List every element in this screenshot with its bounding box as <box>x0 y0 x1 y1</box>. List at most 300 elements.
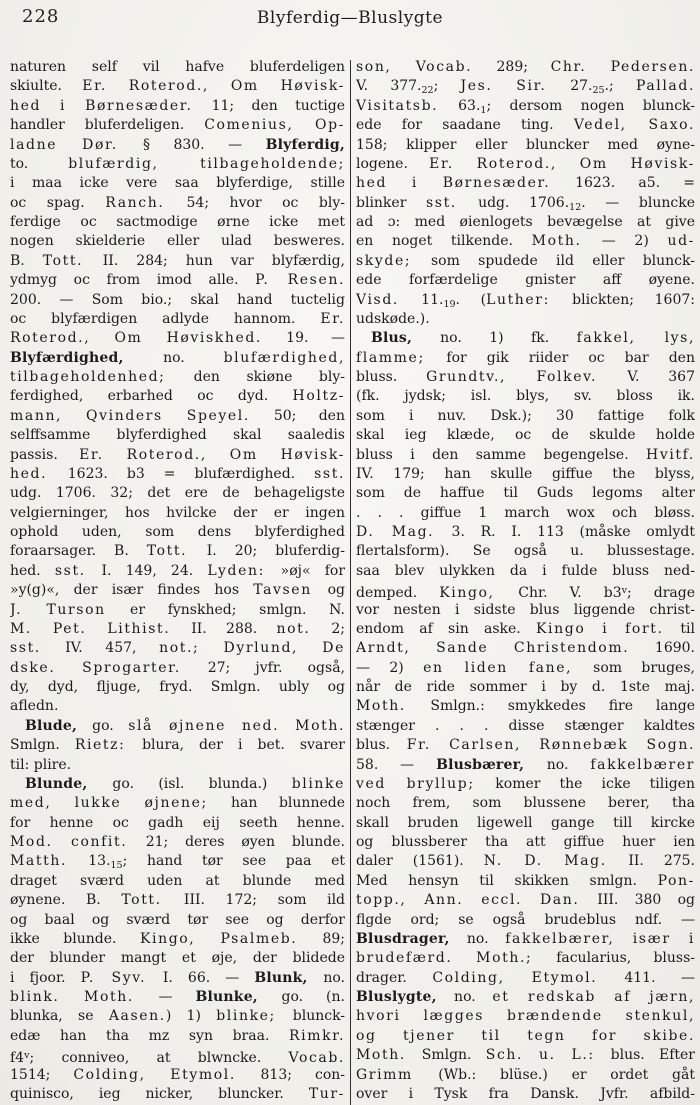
text-line <box>10 1007 345 1026</box>
text-segment: som spudede ild eller blunck- <box>431 252 695 269</box>
text-segment: noch frem, som blussene berer, tha <box>356 795 695 812</box>
text-segment: oc spag. <box>10 194 106 211</box>
text-line <box>10 174 345 193</box>
text-line <box>10 697 345 716</box>
text-segment: slå øjnene ned. Moth. <box>128 717 345 734</box>
text-segment: ; dersom nogen blunck- <box>486 97 695 114</box>
text-segment: Blunke, <box>195 989 282 1005</box>
text-line <box>356 756 695 775</box>
text-line <box>10 678 345 697</box>
text-segment: N. D. Mag. <box>483 853 629 870</box>
text-segment: ud- <box>667 233 695 250</box>
text-segment: Dyrlund, De <box>223 640 345 657</box>
text-segment: Kingo, Psalmeb. <box>139 930 323 947</box>
text-segment: . — bluncke <box>581 194 695 211</box>
text-segment: 289; <box>496 59 551 75</box>
text-line <box>356 852 695 871</box>
text-segment: hvori lægges brændende stenkul, <box>356 1008 695 1025</box>
text-line <box>10 756 345 775</box>
text-segment: 19 <box>443 298 456 310</box>
text-segment: Colding, Etymol. <box>73 1066 261 1083</box>
text-line <box>356 232 695 251</box>
text-segment: Smlgn. <box>10 737 75 754</box>
text-segment: no. <box>323 969 345 986</box>
text-segment: Er. Roterod., Om Høvisk- <box>82 78 345 95</box>
text-segment: Hvitf. <box>646 446 695 463</box>
text-line <box>356 116 695 135</box>
text-segment: topp., Ann. eccl. Dan. <box>356 892 598 909</box>
text-line <box>356 1027 695 1046</box>
text-segment: J. Turson <box>10 601 131 618</box>
text-segment: .; <box>604 78 636 95</box>
text-segment: som de haffue til Guds legoms alter <box>356 485 695 502</box>
text-segment: P. Resen. <box>255 272 345 289</box>
text-segment: bluss i den samme begengelse. <box>356 446 647 463</box>
text-segment: ; <box>433 78 461 95</box>
text-segment: V. 377. <box>356 78 422 95</box>
text-line <box>356 601 695 620</box>
text-segment: flertalsform). Se også u. blussestage. <box>356 543 695 560</box>
text-line <box>356 446 695 465</box>
text-segment: son, Vocab. <box>356 59 497 75</box>
text-segment: Fr. Carlsen, Rønnebæk Sogn. <box>406 737 695 754</box>
text-line <box>10 988 345 1007</box>
text-segment: Blude, <box>25 717 93 734</box>
text-line <box>10 852 345 871</box>
text-segment: Blusbærer, <box>436 756 547 773</box>
text-segment: . . . giffue 1 march wox och bløss. <box>356 504 695 521</box>
text-line <box>10 639 345 658</box>
text-segment: ved bryllup; <box>356 775 496 792</box>
text-line <box>356 97 695 116</box>
text-line <box>10 736 345 755</box>
text-segment: blunka, se <box>10 1008 109 1025</box>
text-segment: som bruges, <box>593 659 695 676</box>
text-segment: Vedel, Saxo. <box>573 117 695 134</box>
text-segment: 158; klipper eller bluncker med øyne- <box>356 136 695 153</box>
text-line <box>356 77 695 96</box>
text-line <box>356 620 695 639</box>
text-line <box>10 794 345 813</box>
text-line <box>10 484 345 503</box>
text-segment: over i Tysk fra Dansk. Jvfr. afbild- <box>356 1085 695 1102</box>
text-segment: flamme; <box>356 349 447 366</box>
text-line <box>10 833 345 852</box>
text-segment: udskøde.). <box>356 310 430 327</box>
text-segment: demped. <box>356 585 440 601</box>
text-line <box>10 969 345 988</box>
text-segment: stænger . . . disse stænger kaldtes <box>356 717 695 734</box>
text-line <box>10 349 345 368</box>
text-segment: M. Pet. Lithist. <box>10 620 192 637</box>
text-line <box>10 58 345 77</box>
text-segment: II. 288. <box>191 620 277 637</box>
text-segment: en noget tilkende. <box>356 233 532 250</box>
text-segment: og tjener til tegn for skibe. <box>356 1027 695 1044</box>
text-line <box>356 291 695 310</box>
text-line <box>10 426 345 445</box>
text-segment: dy, dyd, fljuge, fryd. Smlgn. ubly og <box>10 679 345 695</box>
text-line <box>356 58 695 77</box>
text-segment: Blyfærdighed, <box>10 349 164 366</box>
text-segment: flgde ord; se også brudeblus ndf. — <box>356 911 695 928</box>
text-line <box>10 601 345 620</box>
text-line <box>356 639 695 658</box>
text-segment: Luther: <box>486 291 573 308</box>
text-line <box>356 1007 695 1026</box>
text-segment: Aasen. <box>108 1008 166 1025</box>
text-line <box>356 349 695 368</box>
text-segment: Chr. Pedersen. <box>550 59 695 75</box>
text-segment: Ranch. <box>105 194 187 211</box>
text-segment: not. <box>276 620 332 637</box>
text-segment: blinke <box>291 775 345 792</box>
text-segment: fakkelbærer <box>590 756 695 773</box>
text-segment: 89; <box>322 930 345 947</box>
text-segment: 50; den <box>273 407 345 424</box>
text-segment: 1514; <box>10 1066 74 1083</box>
text-segment: skiulte. <box>10 78 83 95</box>
text-line <box>356 523 695 542</box>
text-segment: III. 380 og <box>597 892 695 909</box>
text-line <box>10 310 345 329</box>
text-segment: en liden fane, <box>423 659 594 676</box>
running-title: Blyferdig—Bluslygte <box>256 8 444 28</box>
text-line <box>356 213 695 232</box>
text-segment: fakkel, lys, <box>576 330 695 347</box>
text-segment: I. 20; bluferdig- <box>206 543 345 560</box>
text-segment: ferdige oc sactmodige ørne icke met <box>10 214 345 230</box>
text-line <box>10 562 345 581</box>
text-segment: no. <box>546 756 591 773</box>
text-line <box>10 387 345 406</box>
text-line <box>356 271 695 290</box>
text-segment: Mod. confit. <box>10 834 146 850</box>
text-segment: 2; <box>331 620 345 637</box>
text-line <box>10 329 345 348</box>
text-segment: og blussberer tha att giffue huer ien <box>356 834 695 850</box>
text-line <box>10 542 345 561</box>
text-line <box>10 1027 345 1046</box>
text-line <box>10 1046 345 1065</box>
text-segment: 1623. a5. = <box>575 175 695 192</box>
text-segment: skyde; <box>356 252 431 269</box>
text-segment: Tott. <box>121 892 184 909</box>
text-segment: endom af sin aske. <box>356 620 536 637</box>
text-segment: naturen self vil hafve bluferdeligen <box>10 59 345 75</box>
text-line <box>356 542 695 561</box>
text-segment: komer the icke tiligen <box>495 775 695 792</box>
left-column <box>10 58 345 1105</box>
text-segment: Tott. <box>146 543 207 560</box>
text-segment: no. 1) fk. <box>440 330 577 347</box>
text-segment: III. 172; som ild <box>183 892 345 909</box>
text-line <box>356 1066 695 1085</box>
text-segment: — 2) <box>356 659 424 676</box>
text-line <box>10 116 345 135</box>
text-segment: I. 66. — <box>162 969 255 986</box>
text-segment: skall bruden ligewell gange till kircke <box>356 814 695 831</box>
text-line <box>10 368 345 387</box>
text-segment: som i nuv. Dsk.); 30 fattige folk <box>356 407 695 424</box>
text-line <box>356 155 695 174</box>
text-line <box>10 446 345 465</box>
text-segment: quinisco, ieg nicker, bluncker. <box>10 1085 309 1102</box>
text-segment: blickten; 1607: <box>572 291 695 308</box>
column-divider <box>350 60 351 1105</box>
text-line <box>356 969 695 988</box>
text-segment: Moth. <box>531 233 602 250</box>
text-segment: blura, der i bet. svarer <box>142 737 345 754</box>
text-line <box>10 136 345 155</box>
text-line <box>10 1066 345 1085</box>
text-segment: udg. 1706. 32; det ere de behageligste <box>10 485 345 502</box>
text-segment: blufærdig, tilbageholdende; <box>68 155 345 172</box>
text-segment: handler bluferdeligen. <box>10 117 205 134</box>
text-segment: Blusdrager, <box>356 930 467 947</box>
text-segment: foraarsager. B. <box>10 543 147 560</box>
text-line <box>10 775 345 794</box>
text-line <box>356 465 695 484</box>
text-line <box>356 136 695 155</box>
text-segment: v <box>621 585 627 597</box>
text-segment: 58. — <box>356 756 437 773</box>
text-segment: sst. <box>314 465 345 482</box>
text-segment: bluss. <box>356 369 427 385</box>
text-line <box>10 891 345 910</box>
text-segment: fakkelbærer, især i <box>505 930 695 947</box>
page-number: 228 <box>22 6 60 27</box>
text-line <box>10 194 345 213</box>
text-segment: og <box>327 582 345 599</box>
text-segment: Tavsen <box>253 582 328 599</box>
text-line <box>10 97 345 116</box>
text-segment: sst. <box>10 640 66 657</box>
text-line <box>10 465 345 484</box>
text-segment: Holtz- <box>292 388 345 405</box>
text-segment: II. 275. <box>628 853 695 870</box>
text-segment: afledn. <box>10 698 59 715</box>
text-segment: blunck- <box>292 1008 345 1025</box>
text-segment: Blyferdig, <box>265 136 345 153</box>
text-segment: — <box>158 989 196 1005</box>
text-line <box>10 717 345 736</box>
text-segment: ) 1) <box>165 1008 217 1025</box>
text-line <box>10 911 345 930</box>
text-segment: Comenius, Op- <box>204 117 345 134</box>
text-segment: til: plire. <box>10 756 72 773</box>
text-segment: 813; con- <box>260 1066 345 1083</box>
text-line <box>356 1046 695 1065</box>
text-line <box>10 291 345 310</box>
text-line <box>356 988 695 1007</box>
text-line <box>356 775 695 794</box>
text-segment: Matth. <box>10 853 89 870</box>
text-segment: Rietz: <box>74 737 143 754</box>
text-line <box>356 194 695 213</box>
text-segment: når de ride sommer i by d. 1ste maj. <box>356 679 695 695</box>
text-segment: han blunnede <box>231 795 345 812</box>
text-segment: 12 <box>569 201 582 213</box>
text-line <box>10 232 345 251</box>
text-segment: 19. — <box>286 330 345 347</box>
text-segment: Arndt, Sande Christendom. <box>356 640 655 657</box>
text-segment: ferdighed, erbarhed oc dyd. <box>10 388 293 405</box>
text-segment: et redskab af jærn, <box>492 989 695 1005</box>
text-segment: Tur- <box>308 1085 345 1102</box>
text-line <box>356 949 695 968</box>
text-segment: no. <box>454 989 493 1005</box>
text-segment: 63. <box>458 97 481 114</box>
text-segment: velgierninger, hos hvilcke der er ingen <box>10 504 345 521</box>
text-segment: ad ɔ: med øienlogets bevægelse at give <box>356 214 695 230</box>
text-segment: Smlgn. <box>421 1047 486 1064</box>
text-segment: for gik riider oc bar den <box>446 349 695 366</box>
text-segment: ; drage <box>627 585 695 601</box>
text-segment: skal ieg klæde, oc de skulde holde <box>356 427 695 444</box>
page-header <box>0 0 700 38</box>
text-segment: 27; jvfr. også, <box>207 659 345 676</box>
text-segment: 21; deres øyen blunde. <box>145 834 345 850</box>
text-segment: Med hensyn til skikken smlgn. <box>356 872 658 889</box>
text-segment: ikke blunde. <box>10 930 140 947</box>
text-segment: 27. <box>570 78 593 95</box>
text-line <box>356 562 695 581</box>
text-segment: Blus, <box>371 330 441 347</box>
text-segment: Er. Roterod., Om Høvisk- <box>429 155 695 172</box>
text-segment: og baal og sværd tør see og derfor <box>10 911 345 928</box>
text-segment: Kingo, <box>439 585 519 601</box>
text-segment: 1690. <box>654 640 695 657</box>
text-segment: Kingo i fort. <box>536 620 681 637</box>
text-segment: Blunde, <box>25 775 113 792</box>
text-segment: passis. <box>10 446 80 463</box>
text-line <box>10 77 345 96</box>
text-segment: . ( <box>455 291 487 308</box>
text-line <box>10 814 345 833</box>
text-line <box>356 717 695 736</box>
text-line <box>10 949 345 968</box>
text-segment: f4 <box>10 1050 25 1066</box>
text-line <box>10 271 345 290</box>
text-segment: Moth. <box>356 1047 422 1064</box>
text-segment: tilbageholdenhed; <box>10 369 194 385</box>
text-segment: ; hand tør see paa et <box>122 853 345 870</box>
text-line <box>356 252 695 271</box>
text-line <box>356 484 695 503</box>
text-segment: Bluslygte, <box>356 989 455 1005</box>
right-column <box>356 58 695 1105</box>
text-segment: to. <box>10 155 69 172</box>
text-line <box>356 911 695 930</box>
text-segment: facularius, bluss- <box>556 950 695 967</box>
text-segment: blufærdighed, <box>223 349 345 366</box>
text-segment: edæ han tha mz syn braa. <box>10 1027 290 1044</box>
text-segment: (Wb.: blüse.) er ordet gåt <box>438 1066 695 1083</box>
text-segment: Visd. <box>356 291 422 308</box>
text-line <box>356 504 695 523</box>
text-segment: 11. <box>421 291 444 308</box>
text-segment: no. <box>163 349 224 366</box>
text-segment: Tott. <box>42 252 103 269</box>
text-segment: not.; <box>159 640 224 657</box>
text-line <box>356 814 695 833</box>
text-line <box>356 174 695 193</box>
text-line <box>356 736 695 755</box>
text-segment: Jes. Sir. <box>460 78 571 95</box>
text-segment: 1 <box>480 104 487 116</box>
text-line <box>356 697 695 716</box>
text-segment: blus. <box>356 737 407 754</box>
text-segment: D. Mag. <box>356 524 452 540</box>
text-line <box>10 581 345 600</box>
text-segment: Sch. u. L.: <box>485 1047 611 1064</box>
text-segment: blus. Efter <box>610 1047 695 1064</box>
text-line <box>356 581 695 600</box>
text-segment: P. Syv. <box>80 969 163 986</box>
text-segment: logene. <box>356 155 430 172</box>
text-segment: blinker <box>356 194 427 211</box>
text-segment: Er. Roterod., Om Høvisk- <box>79 446 345 463</box>
text-segment: 1623. b3 = blufærdighed. <box>67 465 315 482</box>
text-segment: — 2) <box>601 233 668 250</box>
text-segment: blinke; <box>216 1008 293 1025</box>
text-segment: »øj« for <box>280 562 345 579</box>
text-segment: i maa icke vere saa blyferdige, stille <box>10 175 345 192</box>
text-segment: ydmyg oc from imod alle. <box>10 272 256 289</box>
text-segment: ede for saadane ting. <box>356 117 574 134</box>
text-line <box>10 872 345 891</box>
text-segment: mann, Qvinders Speyel. <box>10 407 274 424</box>
text-segment: vor nesten i sidste blus liggende christ- <box>356 601 695 618</box>
text-segment: ede forfærdelige gnister aff øyene. <box>356 272 695 289</box>
text-segment: Smlgn.: smykkedes fire lange <box>430 698 695 715</box>
text-segment: sst. <box>426 194 479 211</box>
text-segment: den skiøne bly- <box>193 369 345 385</box>
text-segment: Grimm <box>356 1066 439 1083</box>
text-segment: Visitatsb. <box>356 97 459 114</box>
text-line <box>356 678 695 697</box>
text-line <box>356 891 695 910</box>
text-segment: Er. <box>320 310 345 327</box>
text-segment: go. (n. <box>281 989 345 1005</box>
text-segment: øynene. B. <box>10 892 122 909</box>
text-segment: V. 367 <box>627 369 695 385</box>
text-line <box>10 523 345 542</box>
text-line <box>356 794 695 813</box>
text-block <box>0 58 700 1105</box>
text-segment: Moth. <box>356 698 431 715</box>
text-line <box>10 659 345 678</box>
text-segment: Pallad. <box>635 78 695 95</box>
text-line <box>10 252 345 271</box>
text-segment: hed i Børnesæder. <box>356 175 576 192</box>
text-segment: brudefærd. Moth.; <box>356 950 557 967</box>
text-line <box>10 1085 345 1104</box>
text-segment: hed i Børnesæder. <box>10 97 212 114</box>
text-segment: oc blyfærdigen adlyde hannom. <box>10 310 321 327</box>
text-segment: med, lukke øjnene; <box>10 795 231 812</box>
text-segment: Lyden: <box>207 562 281 579</box>
text-segment: udg. 1706. <box>478 194 570 211</box>
text-segment: IV. 179; han skulle giffue the blyss, <box>356 465 695 482</box>
text-segment: drager. <box>356 969 433 986</box>
text-segment: der blunder mangt et øje, der blidede <box>10 950 345 967</box>
text-segment: draget sværd uden at blunde med <box>10 872 345 889</box>
text-segment: ; conniveo, at blwncke. <box>29 1050 289 1066</box>
text-line <box>10 930 345 949</box>
text-segment: IV. 457, <box>65 640 160 657</box>
